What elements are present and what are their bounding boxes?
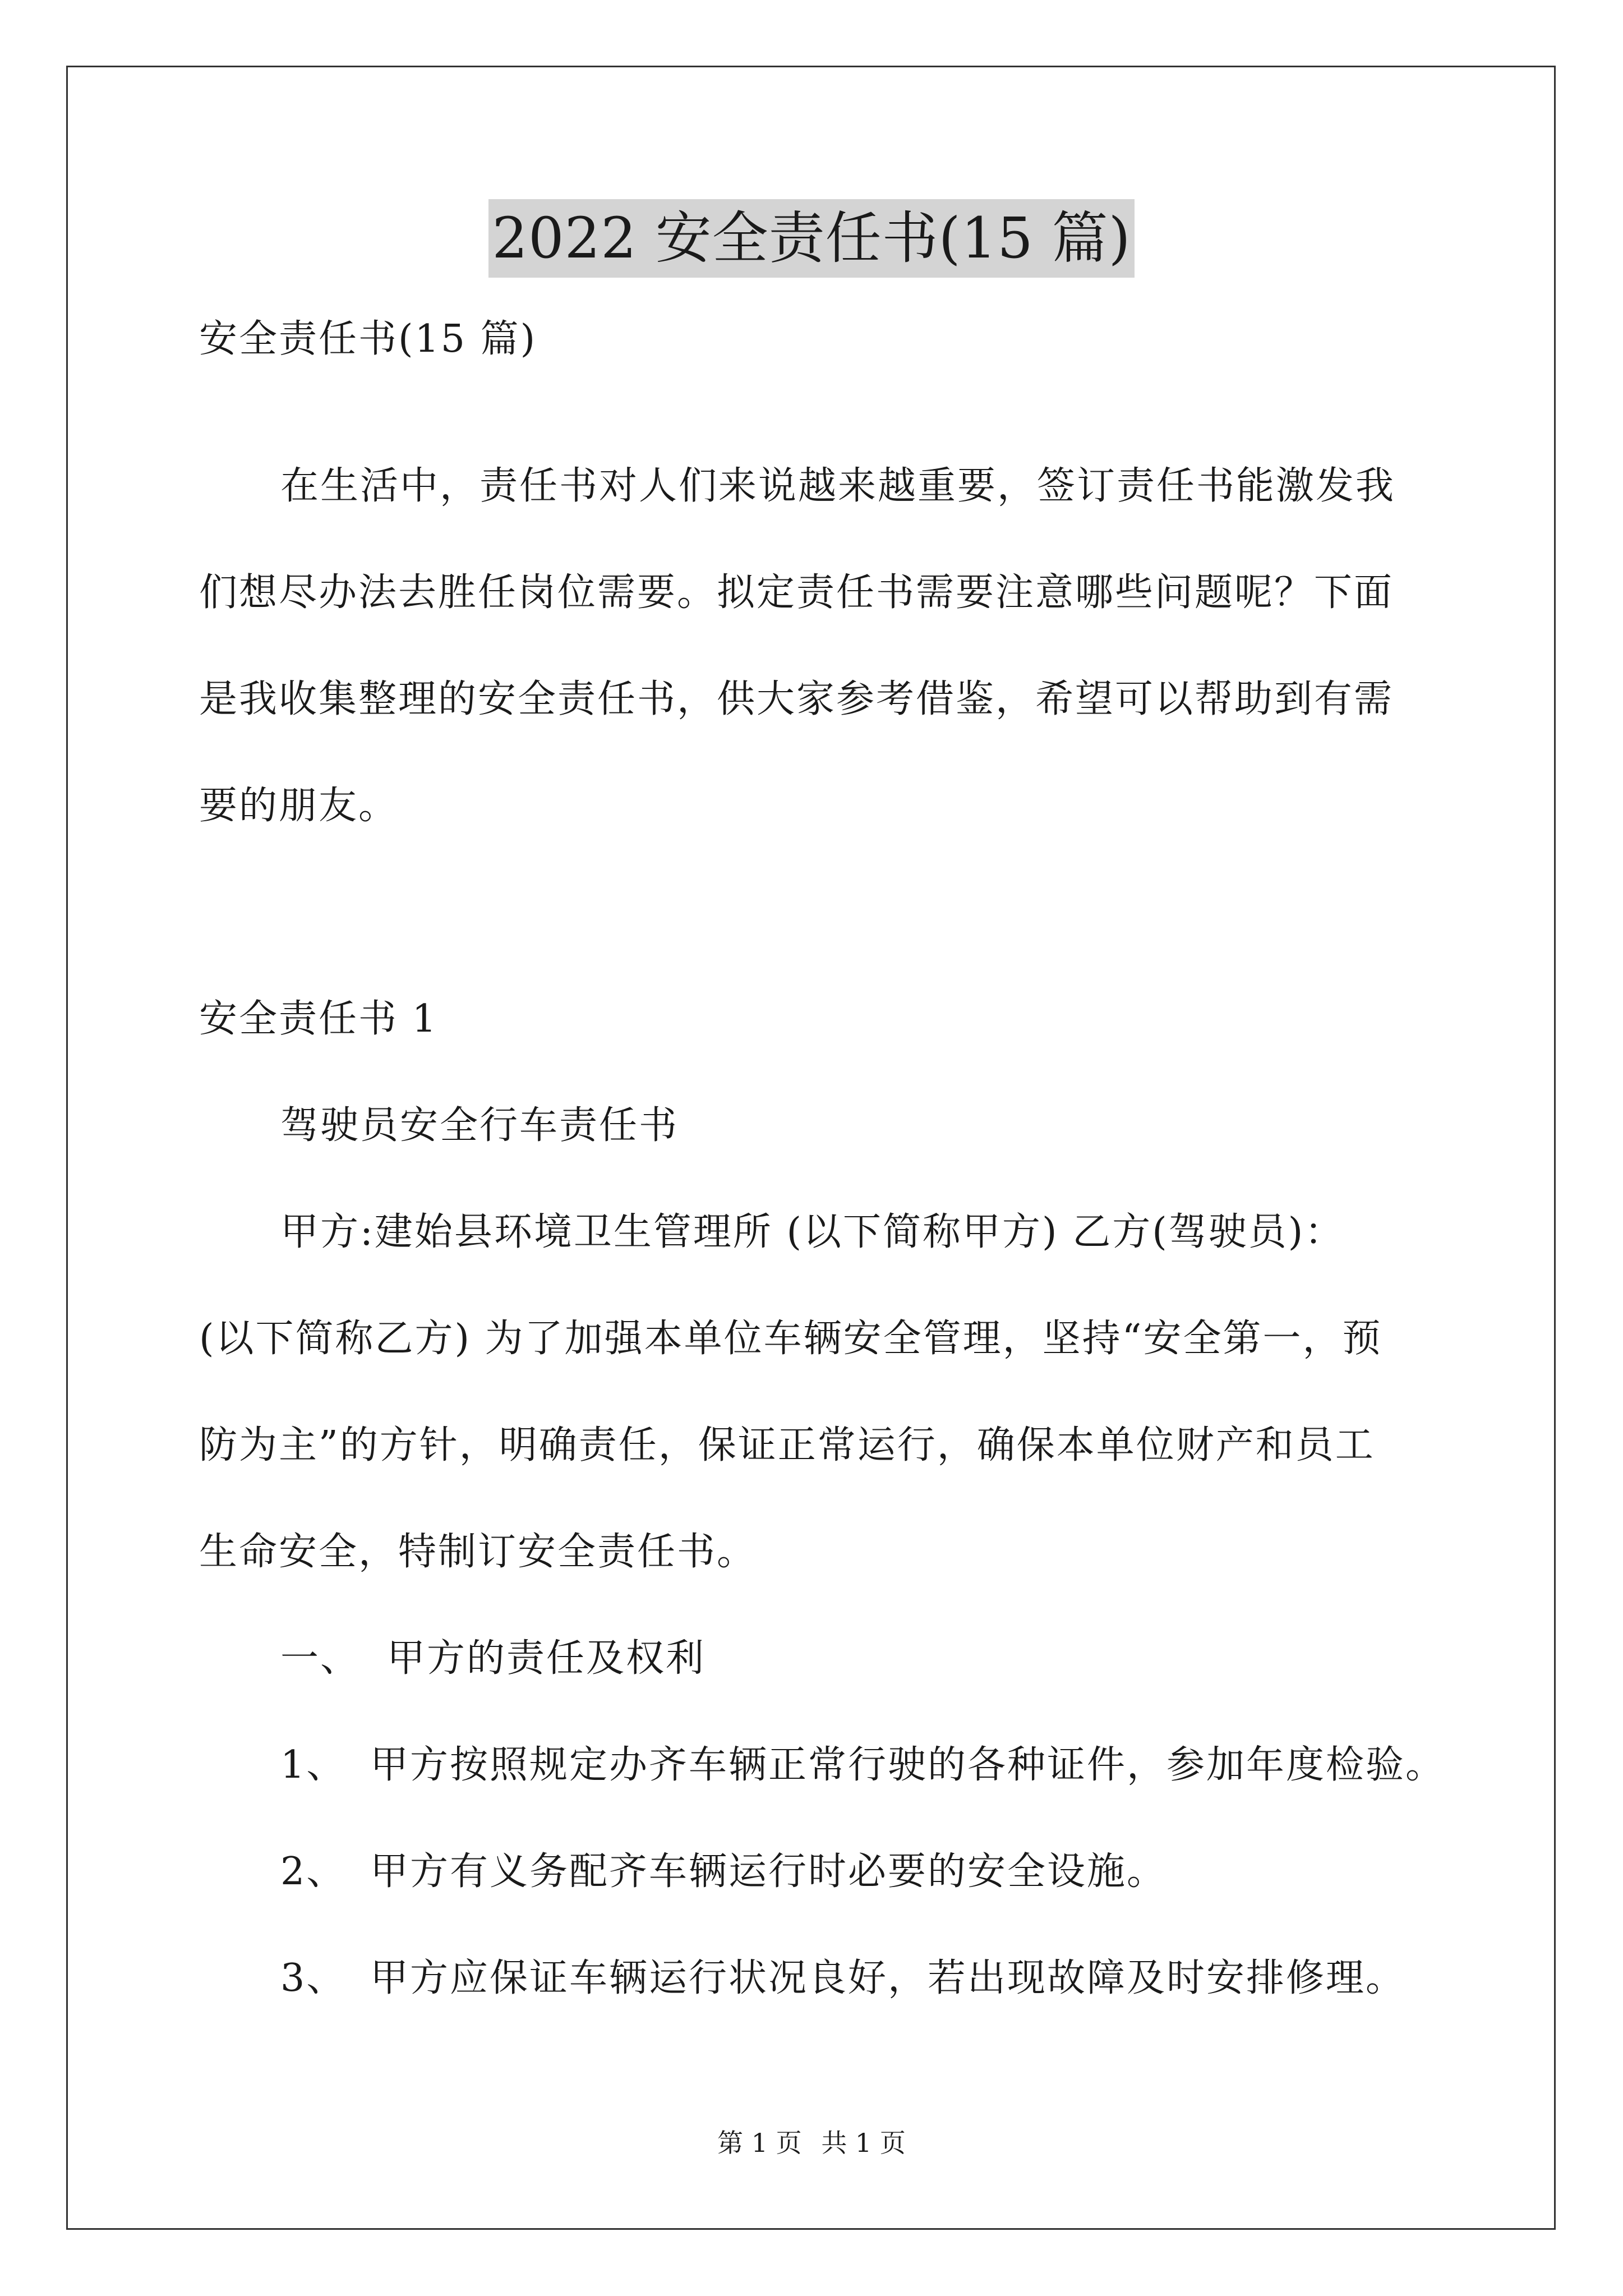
document-subtitle: 安全责任书(15 篇)	[199, 317, 537, 361]
item-number: 1、	[280, 1743, 347, 1787]
clause-heading-text: 甲方的责任及权利	[387, 1636, 706, 1681]
clause-heading	[280, 1634, 706, 1684]
list-item	[280, 1740, 1445, 1791]
section-heading: 安全责任书 1	[199, 997, 438, 1041]
party-line-4: 生命安全，特制订安全责任书。	[199, 1530, 757, 1574]
page-footer	[0, 2126, 1623, 2160]
intro-line-2: 们想尽办法去胜任岗位需要。拟定责任书需要注意哪些问题呢？下面	[199, 570, 1394, 615]
item-number: 3、	[280, 1956, 347, 2000]
party-line-2: (以下简称乙方) 为了加强本单位车辆安全管理，坚持“安全第一，预	[199, 1317, 1382, 1361]
clause-number: 一、	[280, 1636, 361, 1681]
intro-line-4: 要的朋友。	[199, 784, 399, 828]
intro-line-3: 是我收集整理的安全责任书，供大家参考借鉴，希望可以帮助到有需	[199, 677, 1394, 721]
page-total: 共 1 页	[821, 2128, 906, 2158]
party-line-3: 防为主”的方针，明确责任，保证正常运行，确保本单位财产和员工	[199, 1423, 1375, 1467]
document-title: 2022 安全责任书(15 篇)	[488, 199, 1134, 278]
item-text: 甲方应保证车辆运行状况良好，若出现故障及时安排修理。	[370, 1956, 1406, 2000]
title-container	[0, 199, 1623, 278]
item-number: 2、	[280, 1849, 347, 1894]
item-text: 甲方按照规定办齐车辆正常行驶的各种证件，参加年度检验。	[370, 1743, 1446, 1787]
party-line-1: 甲方:建始县环境卫生管理所 (以下简称甲方) 乙方(驾驶员)：	[280, 1210, 1345, 1254]
list-item	[280, 1953, 1405, 2004]
intro-line-1: 在生活中，责任书对人们来说越来越重要，签订责任书能激发我	[280, 464, 1396, 508]
item-text: 甲方有义务配齐车辆运行时必要的安全设施。	[370, 1849, 1167, 1894]
list-item	[280, 1847, 1166, 1897]
contract-title: 驾驶员安全行车责任书	[280, 1103, 679, 1148]
page-number: 第 1 页	[717, 2128, 802, 2158]
